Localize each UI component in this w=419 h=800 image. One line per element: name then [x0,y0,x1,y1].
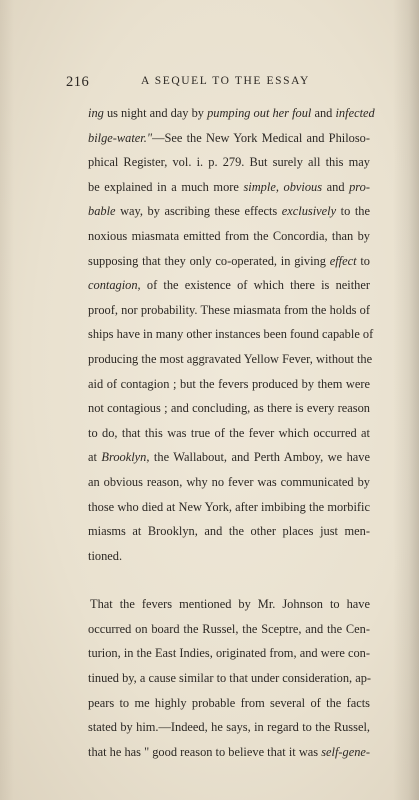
italic-text: bable [88,204,116,219]
text-line [88,641,370,666]
paragraph-gap [88,568,370,592]
text-run: be explained in a much more [88,179,244,194]
italic-text: Brooklyn, [101,450,150,465]
body-text [88,101,375,764]
text-line [88,273,370,298]
text-run: pears to me highly probable from several of the facts [88,695,370,710]
text-line [88,617,370,642]
page-number: 216 [66,74,90,90]
text-line [88,347,373,372]
text-line [88,175,370,200]
text-run: that he has " good reason to believe that it was [88,744,322,759]
paragraph [88,101,375,568]
text-run: not contagious ; and concluding, as there is every reason [88,401,370,416]
text-run: to [356,253,370,268]
text-line [88,224,370,249]
binding-shadow [393,0,419,800]
text-line [88,470,370,495]
text-line [88,249,370,274]
italic-text: contagion, [88,278,141,293]
text-run: supposing that they only co-operated, in giving [88,253,330,268]
text-run: proof, nor probability. These miasmata from the holds of [88,302,370,317]
italic-text: effect [329,253,357,268]
text-line [88,519,370,544]
italic-text: infected [335,106,375,120]
text-run: ships have in many other instances been found capable of [88,327,374,342]
text-run: and [311,106,336,120]
text-line [88,372,370,397]
text-line [88,544,370,569]
text-run: miasms at Brooklyn, and the other places just men- [88,524,370,539]
italic-text: self-gene- [321,744,371,759]
text-line [88,715,370,740]
italic-text: bilge-water." [88,130,153,145]
text-run: That the fevers mentioned by Mr. Johnson to have [90,597,370,612]
text-run: and [322,179,350,194]
text-run: the Wallabout, and Perth Amboy, we have [149,450,370,465]
text-run: stated by him.—Indeed, he says, in regard to the Russel, [88,720,370,735]
text-run: to the [336,204,370,219]
page-edge-shadow [0,0,14,800]
text-run: an obvious reason, why no fever was communicated by [88,474,370,489]
text-run: noxious miasmata emitted from the Concordia, than by [88,228,370,243]
paragraph [88,592,370,764]
text-run: —See the New York Medical and Philoso- [152,130,370,145]
italic-text: simple, obvious [243,179,323,194]
text-run: of the existence of which there is neither [140,278,370,293]
italic-text: exclusively [281,204,337,219]
text-run: producing the most aggravated Yellow Fever, without the [88,351,373,366]
text-run: turion, in the East Indies, originated from, and were con- [88,646,370,661]
text-run: tinued by, a cause similar to that under consideration, ap- [88,671,372,686]
text-line [88,298,370,323]
text-line [88,592,370,617]
italic-text: pro- [349,179,370,194]
text-run: tioned. [88,548,123,563]
text-run: aid of contagion ; but the fevers produced by them were [88,376,370,391]
text-line [88,126,370,151]
text-line [88,666,370,691]
text-line [88,421,370,446]
text-line [88,396,370,421]
text-run: us night and day by [103,106,208,120]
text-line [88,322,374,347]
text-run: way, by ascribing these effects [115,204,282,219]
running-head-title: A SEQUEL TO THE ESSAY [141,75,310,87]
text-run: phical Register, vol. i. p. 279. But surely all this may [88,155,370,170]
text-line [88,445,370,470]
text-line [88,150,370,175]
text-line [88,495,370,520]
running-head [66,74,366,94]
text-line [88,199,370,224]
text-line [88,101,375,126]
text-run: at [88,450,102,465]
text-line [88,691,370,716]
text-run: to do, that this was true of the fever which occurred at [88,425,370,440]
italic-text: ing [88,106,104,120]
text-line [88,740,370,765]
text-run: those who died at New York, after imbibing the morbific [88,499,370,514]
text-run: occurred on board the Russel, the Sceptre, and the Cen- [88,621,370,636]
italic-text: pumping out her foul [207,106,312,120]
